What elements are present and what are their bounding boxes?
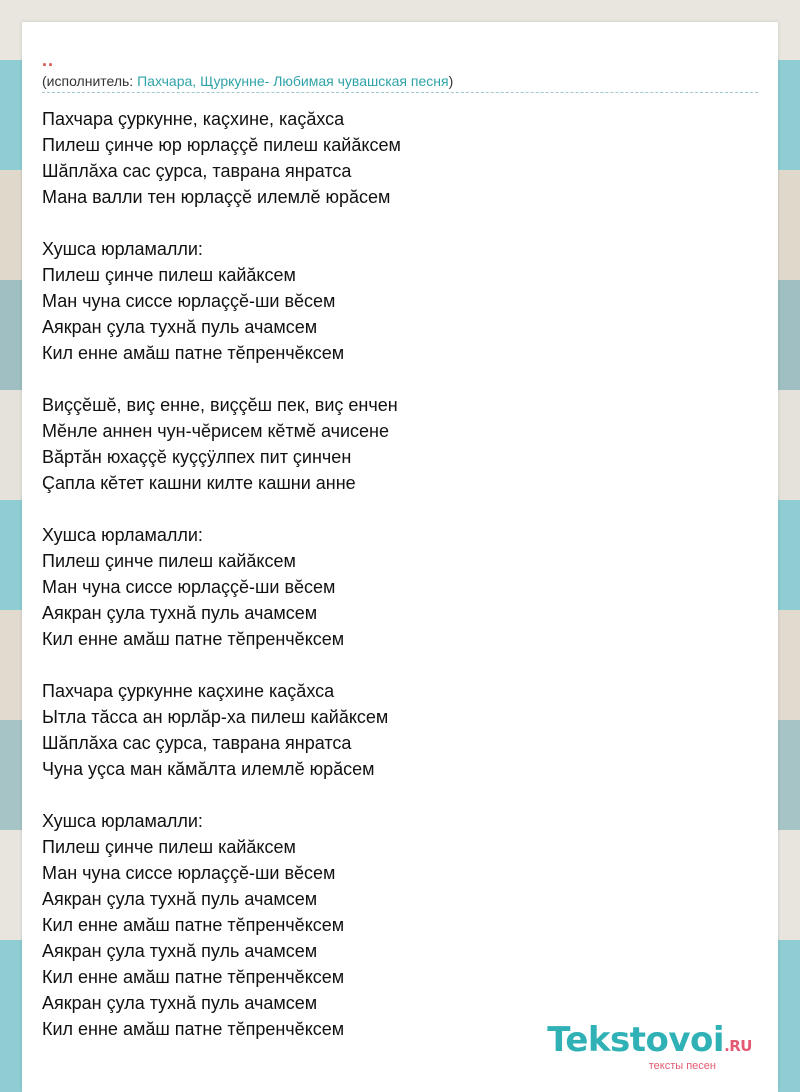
lyric-line: Пилеш çинче пилеш кайăксем: [42, 265, 296, 285]
lyric-line: Ман чуна сиссе юрлаççĕ-ши вĕсем: [42, 291, 336, 311]
lyric-stanza: [42, 392, 758, 496]
lyric-line: Ытла тăсса ан юрлăр-ха пилеш кайăксем: [42, 707, 389, 727]
lyric-line: Аякран çула тухнă пуль ачамсем: [42, 993, 318, 1013]
logo-wordmark: Tekstovoi: [547, 1020, 725, 1060]
site-logo[interactable]: [547, 1022, 752, 1072]
lyric-line: Кил енне амăш патне тĕпренчĕксем: [42, 343, 345, 363]
lyric-line: Аякран çула тухнă пуль ачамсем: [42, 941, 318, 961]
lyric-line: Хушса юрламалли:: [42, 811, 203, 831]
lyric-stanza: [42, 808, 758, 1042]
lyric-line: Пилеш çинче пилеш кайăксем: [42, 837, 296, 857]
lyric-line: Аякран çула тухнă пуль ачамсем: [42, 603, 318, 623]
lyric-line: Хушса юрламалли:: [42, 525, 203, 545]
lyric-line: Кил енне амăш патне тĕпренчĕксем: [42, 629, 345, 649]
lyric-stanza: [42, 522, 758, 652]
lyric-line: Хушса юрламалли:: [42, 239, 203, 259]
lyric-line: Вăртăн юхаççĕ куççÿлпех пит çинчен: [42, 447, 352, 467]
lyric-stanza: [42, 678, 758, 782]
song-title: ..: [42, 50, 55, 70]
lyric-line: Çапла кĕтет кашни килте кашни анне: [42, 473, 356, 493]
lyrics-body: [42, 106, 758, 1068]
lyric-line: Пахчара çуркунне каçхине каçăхса: [42, 681, 335, 701]
artist-suffix: ): [448, 73, 454, 89]
lyric-line: Мана валли тен юрлаççĕ илемлĕ юрăсем: [42, 187, 391, 207]
artist-line: [42, 73, 758, 93]
logo-tld: .RU: [724, 1037, 752, 1055]
lyric-stanza: [42, 106, 758, 210]
lyric-line: Шăплăха сас çурса, таврана янратса: [42, 733, 352, 753]
lyric-line: Ман чуна сиссе юрлаççĕ-ши вĕсем: [42, 863, 336, 883]
lyric-line: Виççĕшĕ, виç енне, виççĕш пек, виç енчен: [42, 395, 398, 415]
lyric-line: Шăплăха сас çурса, таврана янратса: [42, 161, 352, 181]
lyric-line: Кил енне амăш патне тĕпренчĕксем: [42, 967, 345, 987]
lyric-line: Кил енне амăш патне тĕпренчĕксем: [42, 1019, 345, 1039]
logo-tagline: тексты песен: [648, 1060, 716, 1072]
lyric-line: Чуна уçса ман кăмăлта илемлĕ юрăсем: [42, 759, 375, 779]
lyric-line: Пилеш çинче пилеш кайăксем: [42, 551, 296, 571]
lyric-line: Аякран çула тухнă пуль ачамсем: [42, 317, 318, 337]
lyric-line: Аякран çула тухнă пуль ачамсем: [42, 889, 318, 909]
lyric-line: Мĕнле аннен чун-чĕрисем кĕтмĕ ачисене: [42, 421, 389, 441]
lyric-line: Пилеш çинче юр юрлаççĕ пилеш кайăксем: [42, 135, 401, 155]
artist-prefix: (исполнитель:: [42, 73, 138, 89]
artist-link[interactable]: Пахчара, Щуркунне- Любимая чувашская песня: [137, 73, 449, 89]
lyrics-page: [22, 22, 778, 1092]
lyric-stanza: [42, 236, 758, 366]
lyric-line: Пахчара çуркунне, каçхине, каçăхса: [42, 109, 345, 129]
lyric-line: Ман чуна сиссе юрлаççĕ-ши вĕсем: [42, 577, 336, 597]
lyric-line: Кил енне амăш патне тĕпренчĕксем: [42, 915, 345, 935]
